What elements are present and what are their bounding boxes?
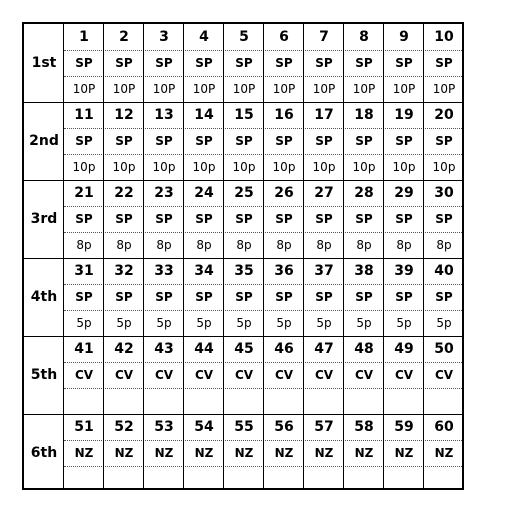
seat-number: 31 bbox=[74, 263, 94, 279]
seat-code: SP bbox=[115, 212, 133, 226]
seat-price bbox=[144, 466, 184, 492]
seat-number: 60 bbox=[434, 419, 454, 435]
seat-price: 10p bbox=[152, 160, 176, 174]
seat-price: 10p bbox=[232, 160, 256, 174]
seat-number: 4 bbox=[199, 29, 209, 45]
column-divider bbox=[423, 24, 424, 488]
seat-number: 29 bbox=[394, 185, 414, 201]
seat-number: 18 bbox=[354, 107, 374, 123]
column-divider bbox=[183, 24, 184, 488]
seat-code: SP bbox=[115, 56, 133, 70]
seat-number: 38 bbox=[354, 263, 374, 279]
seat-number: 49 bbox=[394, 341, 414, 357]
seat-number: 6 bbox=[279, 29, 289, 45]
seat-code: SP bbox=[195, 134, 213, 148]
seat-number: 14 bbox=[194, 107, 214, 123]
seat-number: 59 bbox=[394, 419, 414, 435]
seat-number: 39 bbox=[394, 263, 414, 279]
seat-number: 2 bbox=[119, 29, 129, 45]
seat-number: 33 bbox=[154, 263, 174, 279]
seat-price: 5p bbox=[276, 316, 292, 330]
seat-code: SP bbox=[275, 290, 293, 304]
seat-number: 21 bbox=[74, 185, 94, 201]
seat-number: 57 bbox=[314, 419, 334, 435]
seat-number: 26 bbox=[274, 185, 294, 201]
seat-price: 5p bbox=[76, 316, 92, 330]
seat-price bbox=[344, 388, 384, 414]
column-divider bbox=[103, 24, 104, 488]
seat-number: 35 bbox=[234, 263, 254, 279]
seat-code: SP bbox=[275, 134, 293, 148]
seat-code: SP bbox=[275, 212, 293, 226]
seat-price: 10p bbox=[352, 160, 376, 174]
seat-price bbox=[104, 388, 144, 414]
seat-price: 8p bbox=[276, 238, 292, 252]
seat-code: CV bbox=[434, 368, 454, 382]
seat-price: 10P bbox=[272, 82, 296, 96]
seat-price: 10P bbox=[432, 82, 456, 96]
row-label: 1st bbox=[31, 55, 57, 71]
seat-number: 1 bbox=[79, 29, 89, 45]
seat-price: 8p bbox=[396, 238, 412, 252]
seat-code: SP bbox=[155, 56, 173, 70]
seat-price: 10P bbox=[192, 82, 216, 96]
seat-code: SP bbox=[435, 212, 453, 226]
seat-price: 8p bbox=[76, 238, 92, 252]
seat-code: SP bbox=[355, 212, 373, 226]
seat-code: SP bbox=[75, 56, 93, 70]
seat-number: 25 bbox=[234, 185, 254, 201]
seat-price bbox=[304, 466, 344, 492]
seat-price: 10p bbox=[432, 160, 456, 174]
seat-code: CV bbox=[74, 368, 94, 382]
group-divider bbox=[24, 414, 462, 415]
seat-number: 7 bbox=[319, 29, 329, 45]
seat-number: 22 bbox=[114, 185, 134, 201]
seat-number: 53 bbox=[154, 419, 174, 435]
seat-code: CV bbox=[394, 368, 414, 382]
seat-code: SP bbox=[75, 290, 93, 304]
seat-price: 5p bbox=[436, 316, 452, 330]
seat-number: 50 bbox=[434, 341, 454, 357]
seat-number: 27 bbox=[314, 185, 334, 201]
seat-number: 51 bbox=[74, 419, 94, 435]
seat-code: SP bbox=[315, 290, 333, 304]
seat-price: 5p bbox=[116, 316, 132, 330]
seat-number: 52 bbox=[114, 419, 134, 435]
seat-code: NZ bbox=[194, 446, 214, 460]
seat-code: SP bbox=[435, 134, 453, 148]
row-label: 3rd bbox=[30, 211, 58, 227]
seat-code: SP bbox=[315, 134, 333, 148]
seat-price bbox=[264, 388, 304, 414]
seat-number: 16 bbox=[274, 107, 294, 123]
seat-price bbox=[184, 388, 224, 414]
seat-code: NZ bbox=[394, 446, 414, 460]
seat-number: 48 bbox=[354, 341, 374, 357]
seat-price: 10P bbox=[352, 82, 376, 96]
seat-price: 5p bbox=[156, 316, 172, 330]
group-divider bbox=[24, 258, 462, 259]
seat-code: SP bbox=[75, 212, 93, 226]
seat-price bbox=[144, 388, 184, 414]
seat-code: SP bbox=[75, 134, 93, 148]
seat-price: 8p bbox=[196, 238, 212, 252]
seat-code: SP bbox=[195, 212, 213, 226]
column-divider bbox=[383, 24, 384, 488]
seat-code: CV bbox=[194, 368, 214, 382]
seat-number: 8 bbox=[359, 29, 369, 45]
seat-code: SP bbox=[435, 290, 453, 304]
seat-price: 5p bbox=[316, 316, 332, 330]
seat-price: 10P bbox=[72, 82, 96, 96]
seat-number: 17 bbox=[314, 107, 334, 123]
group-divider bbox=[24, 336, 462, 337]
seat-code: SP bbox=[315, 212, 333, 226]
seat-code: NZ bbox=[314, 446, 334, 460]
seat-code: SP bbox=[395, 56, 413, 70]
seat-code: CV bbox=[354, 368, 374, 382]
seat-code: NZ bbox=[154, 446, 174, 460]
seat-code: SP bbox=[195, 290, 213, 304]
seat-code: SP bbox=[395, 290, 413, 304]
seat-code: NZ bbox=[434, 446, 454, 460]
seat-code: NZ bbox=[354, 446, 374, 460]
seat-code: NZ bbox=[114, 446, 134, 460]
column-divider bbox=[143, 24, 144, 488]
seat-price: 8p bbox=[116, 238, 132, 252]
seat-price bbox=[384, 466, 424, 492]
seat-price: 8p bbox=[156, 238, 172, 252]
seat-number: 24 bbox=[194, 185, 214, 201]
seat-code: CV bbox=[274, 368, 294, 382]
row-label: 6th bbox=[30, 445, 58, 461]
column-divider bbox=[303, 24, 304, 488]
seat-number: 41 bbox=[74, 341, 94, 357]
seat-price: 10p bbox=[72, 160, 96, 174]
row-label: 2nd bbox=[29, 133, 59, 149]
seat-price bbox=[424, 388, 464, 414]
seat-price bbox=[64, 466, 104, 492]
seat-code: SP bbox=[435, 56, 453, 70]
seat-price: 8p bbox=[436, 238, 452, 252]
seat-code: SP bbox=[155, 290, 173, 304]
seat-price bbox=[224, 388, 264, 414]
seat-number: 9 bbox=[399, 29, 409, 45]
seat-price: 10p bbox=[392, 160, 416, 174]
column-divider bbox=[343, 24, 344, 488]
seat-number: 47 bbox=[314, 341, 334, 357]
seat-code: CV bbox=[234, 368, 254, 382]
seat-code: SP bbox=[315, 56, 333, 70]
seat-price bbox=[224, 466, 264, 492]
seat-number: 19 bbox=[394, 107, 414, 123]
seat-number: 10 bbox=[434, 29, 454, 45]
seat-code: NZ bbox=[274, 446, 294, 460]
seat-price bbox=[384, 388, 424, 414]
row-label: 4th bbox=[30, 289, 58, 305]
seat-price bbox=[184, 466, 224, 492]
seat-code: SP bbox=[115, 134, 133, 148]
seat-code: SP bbox=[355, 134, 373, 148]
seat-price bbox=[344, 466, 384, 492]
seat-code: SP bbox=[235, 290, 253, 304]
group-divider bbox=[24, 102, 462, 103]
seat-price: 10P bbox=[312, 82, 336, 96]
row-label: 5th bbox=[30, 367, 58, 383]
seat-number: 11 bbox=[74, 107, 94, 123]
seat-code: SP bbox=[235, 134, 253, 148]
seat-price: 10P bbox=[392, 82, 416, 96]
seat-code: SP bbox=[235, 212, 253, 226]
seat-number: 55 bbox=[234, 419, 254, 435]
seat-code: NZ bbox=[74, 446, 94, 460]
seat-price: 5p bbox=[356, 316, 372, 330]
column-divider bbox=[263, 24, 264, 488]
seat-number: 43 bbox=[154, 341, 174, 357]
seat-number: 30 bbox=[434, 185, 454, 201]
seat-number: 36 bbox=[274, 263, 294, 279]
seat-price: 10P bbox=[232, 82, 256, 96]
seat-number: 37 bbox=[314, 263, 334, 279]
seat-code: SP bbox=[395, 134, 413, 148]
seat-code: SP bbox=[355, 290, 373, 304]
seat-price: 10p bbox=[112, 160, 136, 174]
seat-code: CV bbox=[114, 368, 134, 382]
seat-price bbox=[64, 388, 104, 414]
seat-price: 8p bbox=[236, 238, 252, 252]
seat-code: CV bbox=[314, 368, 334, 382]
column-divider bbox=[223, 24, 224, 488]
seat-price: 10P bbox=[152, 82, 176, 96]
column-divider bbox=[63, 24, 64, 488]
seat-number: 5 bbox=[239, 29, 249, 45]
seat-price: 10p bbox=[272, 160, 296, 174]
seat-code: SP bbox=[355, 56, 373, 70]
seat-number: 44 bbox=[194, 341, 214, 357]
seat-code: SP bbox=[235, 56, 253, 70]
seat-number: 15 bbox=[234, 107, 254, 123]
seat-number: 56 bbox=[274, 419, 294, 435]
seat-number: 32 bbox=[114, 263, 134, 279]
seat-code: SP bbox=[195, 56, 213, 70]
seat-number: 34 bbox=[194, 263, 214, 279]
seat-price: 8p bbox=[356, 238, 372, 252]
seat-price: 5p bbox=[396, 316, 412, 330]
seat-number: 42 bbox=[114, 341, 134, 357]
seat-number: 28 bbox=[354, 185, 374, 201]
seat-price bbox=[424, 466, 464, 492]
seat-code: SP bbox=[155, 134, 173, 148]
seat-number: 12 bbox=[114, 107, 134, 123]
seat-number: 54 bbox=[194, 419, 214, 435]
seat-code: SP bbox=[395, 212, 413, 226]
price-grid-table bbox=[22, 22, 464, 490]
seat-price: 5p bbox=[236, 316, 252, 330]
seat-code: SP bbox=[275, 56, 293, 70]
seat-price: 10p bbox=[192, 160, 216, 174]
seat-number: 40 bbox=[434, 263, 454, 279]
seat-number: 3 bbox=[159, 29, 169, 45]
seat-code: CV bbox=[154, 368, 174, 382]
seat-price bbox=[104, 466, 144, 492]
seat-number: 23 bbox=[154, 185, 174, 201]
seat-price bbox=[264, 466, 304, 492]
seat-price bbox=[304, 388, 344, 414]
seat-number: 20 bbox=[434, 107, 454, 123]
seat-code: NZ bbox=[234, 446, 254, 460]
group-divider bbox=[24, 180, 462, 181]
seat-code: SP bbox=[155, 212, 173, 226]
seat-price: 8p bbox=[316, 238, 332, 252]
seat-price: 10p bbox=[312, 160, 336, 174]
seat-number: 13 bbox=[154, 107, 174, 123]
seat-number: 58 bbox=[354, 419, 374, 435]
seat-number: 46 bbox=[274, 341, 294, 357]
seat-price: 10P bbox=[112, 82, 136, 96]
seat-code: SP bbox=[115, 290, 133, 304]
seat-price: 5p bbox=[196, 316, 212, 330]
seat-number: 45 bbox=[234, 341, 254, 357]
